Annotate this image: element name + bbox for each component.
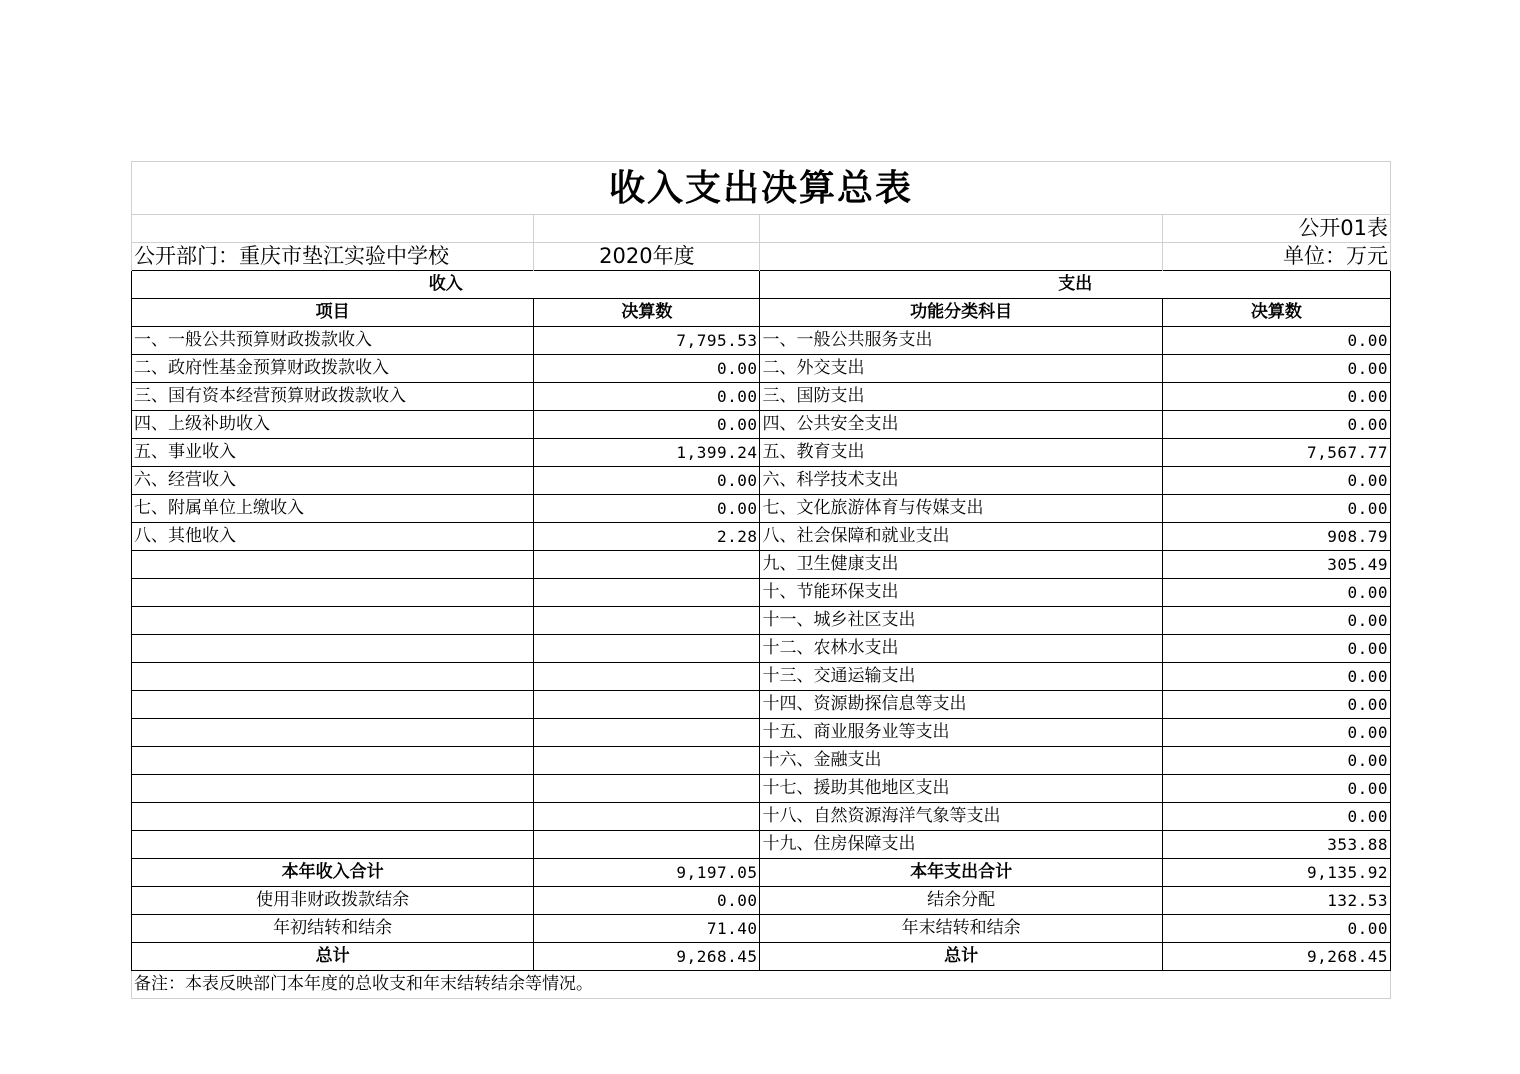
expense-amount-cell: 0.00 [1162,719,1390,747]
income-item-cell [132,551,534,579]
income-amount-cell [534,803,760,831]
expense-amount-cell: 0.00 [1162,747,1390,775]
income-amount-cell [534,831,760,859]
income-amount-cell [534,579,760,607]
blank-cell [534,215,760,243]
expense-amount-cell: 0.00 [1162,663,1390,691]
expense-item-cell: 七、文化旅游体育与传媒支出 [760,495,1162,523]
income-item-cell: 三、国有资本经营预算财政拨款收入 [132,383,534,411]
income-expense-final-accounts-table [131,161,1391,999]
summary-expense-amount: 0.00 [1162,915,1390,943]
summary-row [132,915,1391,943]
expense-item-cell: 九、卫生健康支出 [760,551,1162,579]
expense-item-cell: 一、一般公共服务支出 [760,327,1162,355]
table-body [132,162,1391,999]
expense-item-cell: 十六、金融支出 [760,747,1162,775]
income-item-cell: 二、政府性基金预算财政拨款收入 [132,355,534,383]
summary-income-label: 本年收入合计 [132,859,534,887]
summary-row [132,887,1391,915]
expense-amount-cell: 0.00 [1162,383,1390,411]
income-amount-cell: 0.00 [534,467,760,495]
income-item-cell [132,747,534,775]
income-item-cell [132,607,534,635]
summary-income-label: 总计 [132,943,534,971]
summary-income-amount: 9,268.45 [534,943,760,971]
income-amount-cell: 2.28 [534,523,760,551]
income-amount-cell: 7,795.53 [534,327,760,355]
table-row [132,747,1391,775]
summary-expense-label: 结余分配 [760,887,1162,915]
table-row [132,523,1391,551]
expense-item-cell: 十二、农林水支出 [760,635,1162,663]
summary-row [132,943,1391,971]
table-row [132,607,1391,635]
table-row [132,579,1391,607]
expense-item-cell: 五、教育支出 [760,439,1162,467]
expense-amount-cell: 0.00 [1162,607,1390,635]
expense-item-cell: 四、公共安全支出 [760,411,1162,439]
summary-income-label: 年初结转和结余 [132,915,534,943]
income-amount-cell [534,775,760,803]
income-amount-cell: 1,399.24 [534,439,760,467]
summary-expense-amount: 9,135.92 [1162,859,1390,887]
income-item-cell: 八、其他收入 [132,523,534,551]
note-row [132,971,1391,999]
expense-amount-cell: 353.88 [1162,831,1390,859]
income-section-header: 收入 [132,271,760,299]
form-code: 公开01表 [1162,215,1390,243]
expense-item-cell: 二、外交支出 [760,355,1162,383]
table-row [132,551,1391,579]
department-label: 公开部门：重庆市垫江实验中学校 [132,243,534,271]
income-item-cell: 五、事业收入 [132,439,534,467]
summary-row [132,859,1391,887]
blank-cell [760,215,1162,243]
unit-label: 单位：万元 [1162,243,1390,271]
income-amount-cell: 0.00 [534,495,760,523]
section-header-row [132,271,1391,299]
table-row [132,803,1391,831]
income-item-cell: 四、上级补助收入 [132,411,534,439]
summary-expense-label: 总计 [760,943,1162,971]
table-row [132,383,1391,411]
summary-expense-label: 本年支出合计 [760,859,1162,887]
table-title: 收入支出决算总表 [132,162,1391,215]
expense-amount-cell: 0.00 [1162,635,1390,663]
expense-amount-cell: 0.00 [1162,691,1390,719]
expense-amount-cell: 908.79 [1162,523,1390,551]
expense-amount-cell: 0.00 [1162,495,1390,523]
expense-item-cell: 十一、城乡社区支出 [760,607,1162,635]
meta-row [132,243,1391,271]
income-item-cell: 七、附属单位上缴收入 [132,495,534,523]
expense-item-cell: 八、社会保障和就业支出 [760,523,1162,551]
income-item-cell: 一、一般公共预算财政拨款收入 [132,327,534,355]
expense-item-cell: 十四、资源勘探信息等支出 [760,691,1162,719]
expense-amount-cell: 0.00 [1162,355,1390,383]
summary-income-amount: 71.40 [534,915,760,943]
income-item-cell [132,691,534,719]
fiscal-year: 2020年度 [534,243,760,271]
income-amount-cell: 0.00 [534,355,760,383]
table-row [132,719,1391,747]
summary-expense-amount: 132.53 [1162,887,1390,915]
income-amount-cell [534,663,760,691]
summary-income-amount: 0.00 [534,887,760,915]
income-amount-cell [534,551,760,579]
income-item-cell [132,663,534,691]
income-item-cell [132,579,534,607]
income-amount-cell: 0.00 [534,383,760,411]
table-row [132,831,1391,859]
expense-item-cell: 十九、住房保障支出 [760,831,1162,859]
expense-item-cell: 三、国防支出 [760,383,1162,411]
income-amount-cell: 0.00 [534,411,760,439]
summary-income-amount: 9,197.05 [534,859,760,887]
income-amount-cell [534,635,760,663]
expense-item-cell: 六、科学技术支出 [760,467,1162,495]
table-row [132,439,1391,467]
expense-amount-cell: 0.00 [1162,467,1390,495]
expense-amount-cell: 0.00 [1162,411,1390,439]
income-item-header: 项目 [132,299,534,327]
table-row [132,691,1391,719]
expense-section-header: 支出 [760,271,1391,299]
table-row [132,775,1391,803]
income-item-cell [132,635,534,663]
income-item-cell [132,775,534,803]
expense-amount-header: 决算数 [1162,299,1390,327]
income-item-cell: 六、经营收入 [132,467,534,495]
column-header-row [132,299,1391,327]
expense-amount-cell: 0.00 [1162,327,1390,355]
income-amount-cell [534,747,760,775]
income-amount-header: 决算数 [534,299,760,327]
expense-amount-cell: 0.00 [1162,803,1390,831]
summary-expense-amount: 9,268.45 [1162,943,1390,971]
expense-amount-cell: 0.00 [1162,579,1390,607]
expense-item-header: 功能分类科目 [760,299,1162,327]
income-amount-cell [534,607,760,635]
blank-cell [760,243,1162,271]
footnote: 备注：本表反映部门本年度的总收支和年末结转结余等情况。 [132,971,1391,999]
blank-cell [132,215,534,243]
income-item-cell [132,719,534,747]
summary-income-label: 使用非财政拨款结余 [132,887,534,915]
income-amount-cell [534,719,760,747]
table-row [132,495,1391,523]
summary-expense-label: 年末结转和结余 [760,915,1162,943]
expense-item-cell: 十、节能环保支出 [760,579,1162,607]
expense-item-cell: 十三、交通运输支出 [760,663,1162,691]
income-amount-cell [534,691,760,719]
form-code-row [132,215,1391,243]
title-row [132,162,1391,215]
table-row [132,663,1391,691]
table-row [132,411,1391,439]
expense-amount-cell: 305.49 [1162,551,1390,579]
expense-amount-cell: 7,567.77 [1162,439,1390,467]
expense-item-cell: 十五、商业服务业等支出 [760,719,1162,747]
table-row [132,355,1391,383]
table-row [132,467,1391,495]
table-row [132,635,1391,663]
expense-amount-cell: 0.00 [1162,775,1390,803]
income-item-cell [132,803,534,831]
expense-item-cell: 十七、援助其他地区支出 [760,775,1162,803]
income-item-cell [132,831,534,859]
table-row [132,327,1391,355]
expense-item-cell: 十八、自然资源海洋气象等支出 [760,803,1162,831]
